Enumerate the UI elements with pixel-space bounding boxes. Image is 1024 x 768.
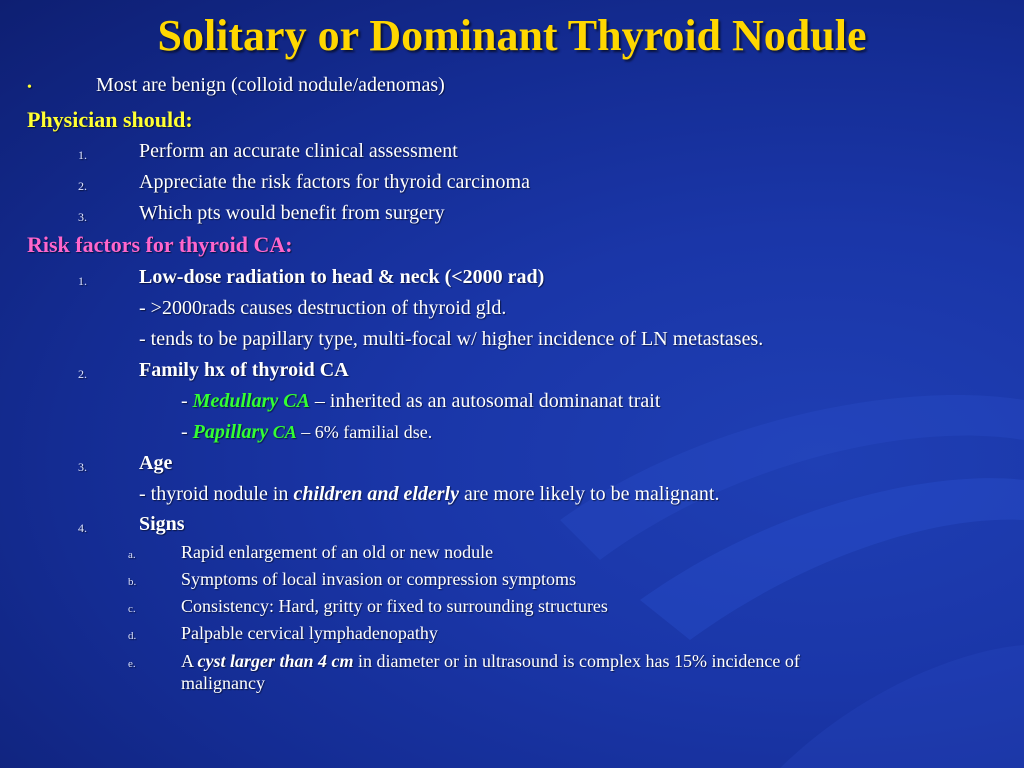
physician-item: Appreciate the risk factors for thyroid carcinoma — [139, 171, 530, 193]
sign-item-cyst-continued: malignancy — [181, 673, 265, 693]
risk-detail-papillary — [181, 421, 432, 444]
list-number: 4. — [78, 521, 87, 535]
risk-item-title: Family hx of thyroid CA — [139, 359, 349, 381]
medullary-term: Medullary CA — [192, 390, 310, 412]
dash-prefix: - — [181, 390, 193, 412]
risk-detail-medullary — [181, 390, 660, 413]
papillary-description: – 6% familial dse. — [296, 422, 433, 442]
cyst-rest: in diameter or in ultrasound is complex has 15% incidence of — [353, 651, 800, 671]
list-number: 3. — [78, 210, 87, 224]
sign-item: Consistency: Hard, gritty or fixed to surrounding structures — [181, 596, 608, 616]
sub-list-letter: a. — [128, 549, 136, 561]
age-emphasis: children and elderly — [293, 483, 459, 505]
risk-detail: - tends to be papillary type, multi-focal w/ higher incidence of LN metastases. — [139, 328, 764, 350]
intro-text: Most are benign (colloid nodule/adenomas) — [96, 74, 445, 96]
list-number: 1. — [78, 274, 87, 288]
papillary-term: Papillary — [192, 421, 269, 443]
bullet-icon: • — [27, 80, 32, 95]
risk-detail-age — [139, 483, 719, 506]
physician-heading: Physician should: — [27, 107, 193, 132]
age-detail-prefix: - thyroid nodule in — [139, 483, 294, 505]
age-detail-rest: are more likely to be malignant. — [458, 483, 720, 505]
physician-item: Perform an accurate clinical assessment — [139, 140, 458, 162]
risk-heading: Risk factors for thyroid CA: — [27, 232, 293, 257]
medullary-description: – inherited as an autosomal dominanat trait — [309, 390, 661, 412]
papillary-term-suffix: CA — [268, 422, 297, 442]
physician-item: Which pts would benefit from surgery — [139, 202, 445, 224]
risk-item-title: Age — [139, 452, 173, 474]
list-number: 1. — [78, 148, 87, 162]
sign-item: Rapid enlargement of an old or new nodule — [181, 542, 494, 562]
list-number: 3. — [78, 460, 87, 474]
sign-item: Palpable cervical lymphadenopathy — [181, 623, 438, 643]
sub-list-letter: e. — [128, 658, 136, 670]
sub-list-letter: b. — [128, 576, 137, 588]
cyst-prefix: A — [181, 651, 198, 671]
risk-item-title: Low-dose radiation to head & neck (<2000 rad) — [139, 266, 545, 288]
list-number: 2. — [78, 179, 87, 193]
cyst-emphasis: cyst larger than 4 cm — [197, 651, 354, 671]
risk-detail: - >2000rads causes destruction of thyroid gld. — [139, 297, 507, 319]
sub-list-letter: c. — [128, 603, 136, 615]
list-number: 2. — [78, 367, 87, 381]
slide-title: Solitary or Dominant Thyroid Nodule — [157, 11, 867, 60]
sign-item-cyst — [181, 651, 800, 672]
sign-item: Symptoms of local invasion or compression symptoms — [181, 569, 576, 589]
risk-item-title: Signs — [139, 513, 185, 535]
sub-list-letter: d. — [128, 630, 137, 642]
dash-prefix: - — [181, 421, 193, 443]
